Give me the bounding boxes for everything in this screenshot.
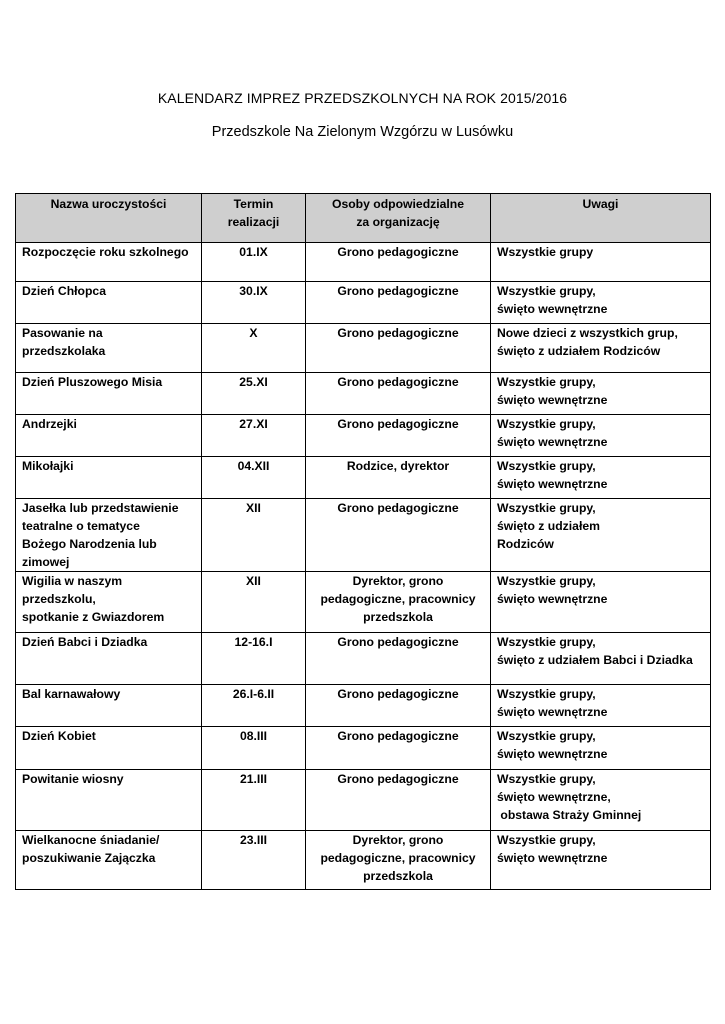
cell-text-line: Andrzejki [22, 417, 77, 431]
cell-text-line: Wszystkie grupy, [497, 459, 596, 473]
cell-text-line: Dzień Babci i Dziadka [22, 635, 148, 649]
cell-event-name [16, 572, 202, 633]
table-row [16, 633, 711, 685]
cell-text-line: 30.IX [239, 284, 268, 298]
cell-notes [491, 685, 711, 727]
cell-text-line: zimowej [22, 555, 70, 569]
cell-event-name [16, 685, 202, 727]
cell-responsible [306, 831, 491, 890]
events-table [15, 193, 711, 890]
cell-notes [491, 282, 711, 324]
cell-date [202, 770, 306, 831]
cell-text-line: 04.XII [237, 459, 270, 473]
cell-text-line: przedszkola [363, 869, 433, 883]
cell-text-line: święto wewnętrzne [497, 705, 608, 719]
cell-text-line: pedagogiczne, pracownicy [320, 592, 476, 606]
cell-text-line: Wielkanocne śniadanie/ [22, 833, 160, 847]
cell-responsible [306, 727, 491, 770]
cell-notes [491, 727, 711, 770]
cell-text-line: Wszystkie grupy, [497, 574, 596, 588]
table-row [16, 415, 711, 457]
cell-responsible [306, 770, 491, 831]
cell-text-line: Powitanie wiosny [22, 772, 124, 786]
table-row [16, 373, 711, 415]
cell-text-line: obstawa Straży Gminnej [497, 808, 642, 822]
table-row [16, 770, 711, 831]
cell-text-line: Wszystkie grupy, [497, 772, 596, 786]
cell-text-line: święto wewnętrzne [497, 851, 608, 865]
table-row [16, 572, 711, 633]
cell-text-line: Bal karnawałowy [22, 687, 121, 701]
cell-event-name [16, 831, 202, 890]
cell-event-name [16, 373, 202, 415]
cell-text-line: Grono pedagogiczne [337, 501, 459, 515]
cell-notes [491, 324, 711, 373]
cell-date [202, 324, 306, 373]
cell-text-line: 12-16.I [234, 635, 273, 649]
table-row [16, 243, 711, 282]
cell-text-line: 25.XI [239, 375, 268, 389]
cell-responsible [306, 373, 491, 415]
cell-text-line: Mikołajki [22, 459, 74, 473]
cell-text-line: Grono pedagogiczne [337, 772, 459, 786]
header-event-name [16, 194, 202, 243]
cell-text-line: X [249, 326, 258, 340]
cell-notes [491, 243, 711, 282]
cell-text-line: Bożego Narodzenia lub [22, 537, 157, 551]
cell-text-line: Dzień Chłopca [22, 284, 106, 298]
cell-date [202, 499, 306, 572]
header-text-line: za organizację [356, 215, 440, 229]
cell-text-line: Dyrektor, grono [352, 833, 444, 847]
header-text-line: realizacji [227, 215, 280, 229]
cell-responsible [306, 572, 491, 633]
header-text-line: Nazwa uroczystości [50, 197, 167, 211]
cell-text-line: święto wewnętrzne [497, 302, 608, 316]
table-row [16, 282, 711, 324]
cell-date [202, 282, 306, 324]
cell-text-line: Wszystkie grupy, [497, 284, 596, 298]
cell-text-line: Grono pedagogiczne [337, 326, 459, 340]
cell-text-line: 23.III [239, 833, 268, 847]
cell-notes [491, 499, 711, 572]
cell-text-line: XII [246, 574, 261, 588]
cell-responsible [306, 499, 491, 572]
cell-date [202, 457, 306, 499]
cell-text-line: święto z udziałem [497, 519, 600, 533]
cell-notes [491, 373, 711, 415]
table-row [16, 685, 711, 727]
cell-date [202, 373, 306, 415]
cell-text-line: Dzień Pluszowego Misia [22, 375, 163, 389]
cell-event-name [16, 499, 202, 572]
cell-text-line: święto wewnętrzne, [497, 790, 611, 804]
cell-text-line: przedszkolaka [22, 344, 106, 358]
table-row [16, 324, 711, 373]
cell-text-line: Grono pedagogiczne [337, 375, 459, 389]
cell-text-line: Grono pedagogiczne [337, 635, 459, 649]
cell-text-line: 01.IX [239, 245, 268, 259]
cell-text-line: Rodziców [497, 537, 554, 551]
cell-event-name [16, 633, 202, 685]
cell-text-line: Wszystkie grupy, [497, 417, 596, 431]
table-header-row [16, 194, 711, 243]
cell-text-line: Jasełka lub przedstawienie [22, 501, 179, 515]
cell-event-name [16, 415, 202, 457]
cell-text-line: Grono pedagogiczne [337, 245, 459, 259]
cell-text-line: XII [246, 501, 261, 515]
cell-event-name [16, 457, 202, 499]
cell-text-line: święto wewnętrzne [497, 477, 608, 491]
cell-text-line: 08.III [239, 729, 268, 743]
cell-text-line: spotkanie z Gwiazdorem [22, 610, 165, 624]
cell-responsible [306, 457, 491, 499]
cell-text-line: Dyrektor, grono [352, 574, 444, 588]
cell-text-line: teatralne o tematyce [22, 519, 140, 533]
cell-responsible [306, 282, 491, 324]
cell-date [202, 727, 306, 770]
table-row [16, 457, 711, 499]
page-subtitle: Przedszkole Na Zielonym Wzgórzu w Lusówku [211, 124, 514, 140]
cell-event-name [16, 243, 202, 282]
page-title: KALENDARZ IMPREZ PRZEDSZKOLNYCH NA ROK 2015/2016 [157, 90, 568, 106]
cell-responsible [306, 243, 491, 282]
cell-event-name [16, 324, 202, 373]
cell-text-line: poszukiwanie Zajączka [22, 851, 156, 865]
cell-date [202, 831, 306, 890]
header-notes [491, 194, 711, 243]
table-row [16, 727, 711, 770]
cell-date [202, 633, 306, 685]
cell-text-line: Wszystkie grupy, [497, 635, 596, 649]
cell-responsible [306, 324, 491, 373]
cell-text-line: Wszystkie grupy, [497, 833, 596, 847]
cell-date [202, 415, 306, 457]
cell-text-line: Rodzice, dyrektor [346, 459, 450, 473]
cell-text-line: Pasowanie na [22, 326, 103, 340]
table-row [16, 831, 711, 890]
cell-text-line: Rozpoczęcie roku szkolnego [22, 245, 189, 259]
cell-text-line: 26.I-6.II [232, 687, 275, 701]
cell-text-line: święto z udziałem Rodziców [497, 344, 661, 358]
cell-event-name [16, 282, 202, 324]
cell-text-line: Wszystkie grupy, [497, 501, 596, 515]
cell-text-line: Grono pedagogiczne [337, 417, 459, 431]
cell-notes [491, 572, 711, 633]
cell-responsible [306, 633, 491, 685]
cell-text-line: Grono pedagogiczne [337, 687, 459, 701]
cell-notes [491, 831, 711, 890]
cell-text-line: święto wewnętrzne [497, 747, 608, 761]
cell-text-line: przedszkola [363, 610, 433, 624]
cell-text-line: przedszkolu, [22, 592, 96, 606]
cell-event-name [16, 770, 202, 831]
cell-text-line: Wszystkie grupy, [497, 729, 596, 743]
cell-notes [491, 457, 711, 499]
cell-text-line: pedagogiczne, pracownicy [320, 851, 476, 865]
header-responsible [306, 194, 491, 243]
cell-text-line: Wszystkie grupy, [497, 375, 596, 389]
cell-text-line: Wszystkie grupy, [497, 687, 596, 701]
cell-text-line: 27.XI [239, 417, 268, 431]
cell-text-line: Grono pedagogiczne [337, 284, 459, 298]
cell-text-line: Wszystkie grupy [497, 245, 594, 259]
cell-responsible [306, 685, 491, 727]
cell-date [202, 572, 306, 633]
cell-date [202, 685, 306, 727]
cell-text-line: Grono pedagogiczne [337, 729, 459, 743]
cell-responsible [306, 415, 491, 457]
cell-text-line: Nowe dzieci z wszystkich grup, [497, 326, 678, 340]
cell-date [202, 243, 306, 282]
cell-text-line: święto wewnętrzne [497, 592, 608, 606]
header-text-line: Uwagi [582, 197, 619, 211]
cell-notes [491, 415, 711, 457]
header-date [202, 194, 306, 243]
cell-event-name [16, 727, 202, 770]
header-text-line: Osoby odpowiedzialne [331, 197, 465, 211]
cell-notes [491, 770, 711, 831]
cell-text-line: 21.III [239, 772, 268, 786]
table-row [16, 499, 711, 572]
cell-text-line: święto wewnętrzne [497, 393, 608, 407]
header-text-line: Termin [233, 197, 274, 211]
cell-text-line: Wigilia w naszym [22, 574, 123, 588]
cell-text-line: święto z udziałem Babci i Dziadka [497, 653, 693, 667]
cell-notes [491, 633, 711, 685]
cell-text-line: święto wewnętrzne [497, 435, 608, 449]
cell-text-line: Dzień Kobiet [22, 729, 96, 743]
